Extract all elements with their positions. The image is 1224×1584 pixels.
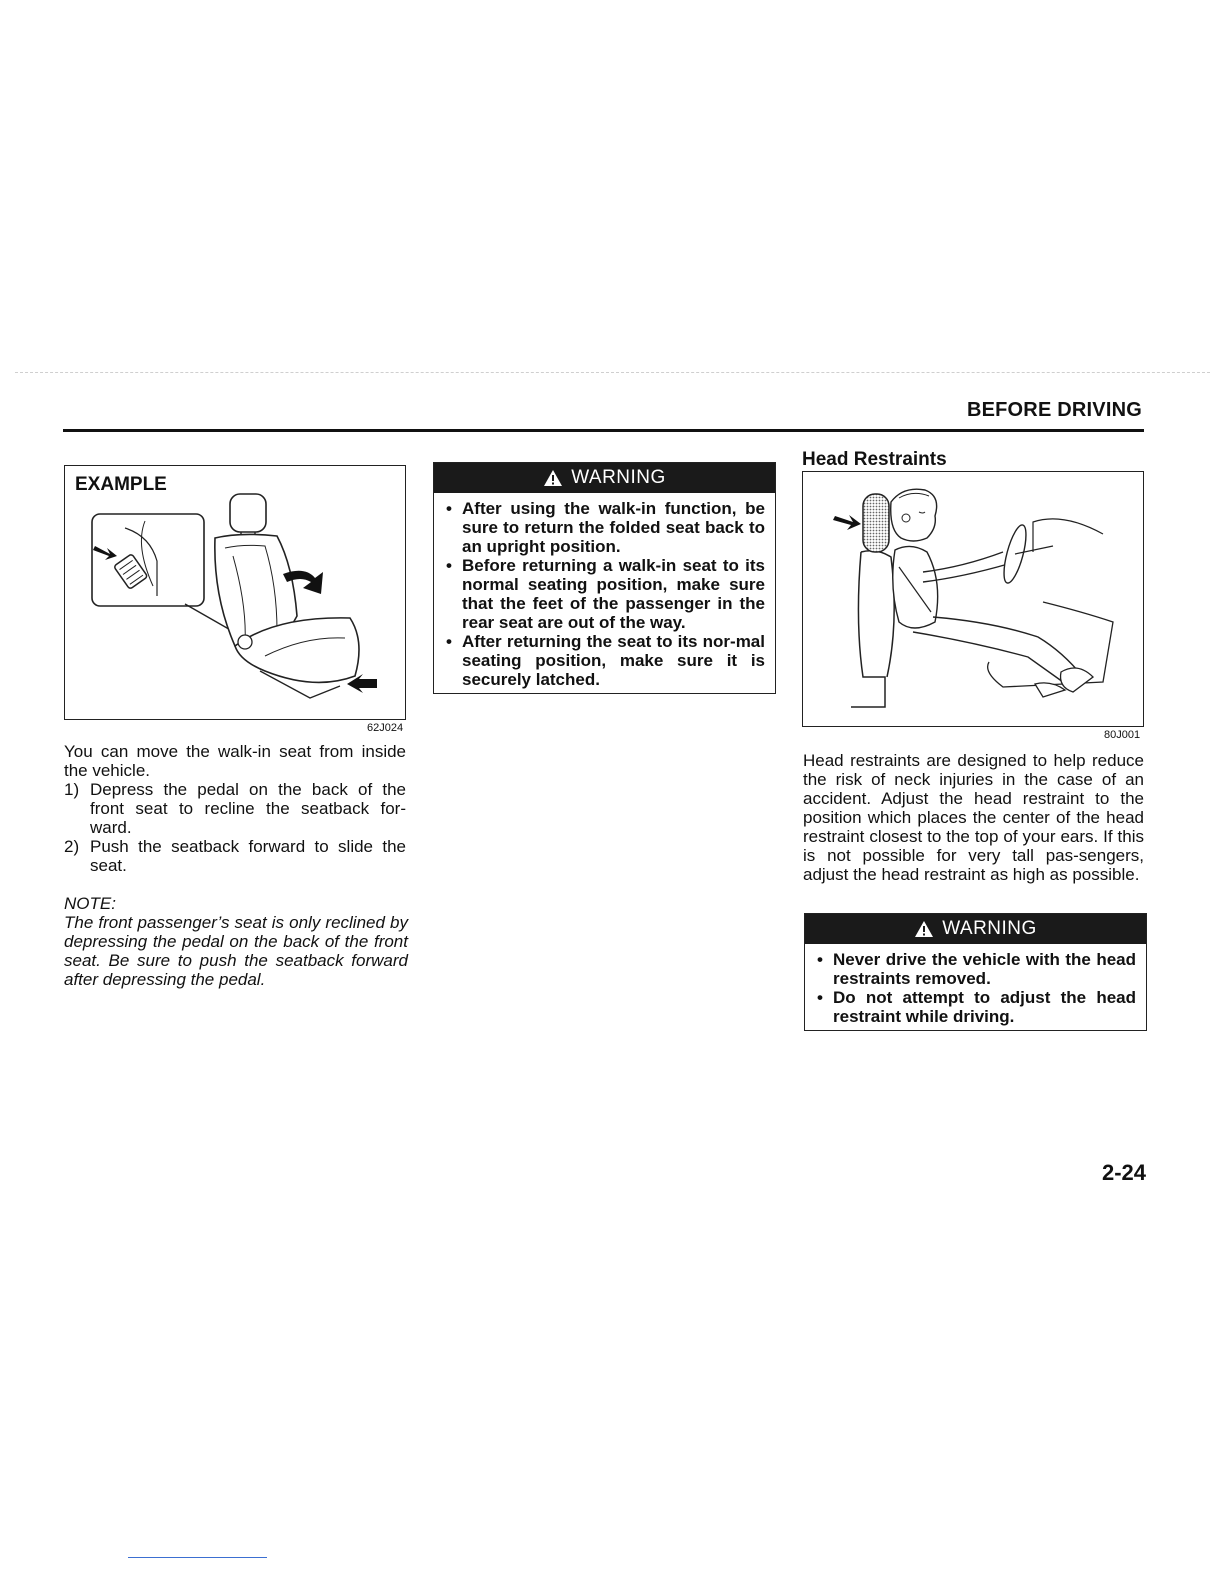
driver-head-restraint-illustration xyxy=(803,472,1143,726)
warning-item: • After using the walk-in function, be sure to return the folded seat back to an upright position. xyxy=(444,499,765,556)
scan-artifact-line xyxy=(128,1557,267,1558)
head-restraint-figure xyxy=(802,471,1144,727)
note-heading: NOTE: xyxy=(64,894,116,913)
warning-item: • Do not attempt to adjust the head restraint while driving. xyxy=(815,988,1136,1026)
step-item xyxy=(64,780,406,837)
warning-item: • Before returning a walk-in seat to its normal seating position, make sure that the feet of the passenger in the rear seat are out of the way. xyxy=(444,556,765,632)
warning-item: • After returning the seat to its nor-mal seating position, make sure it is securely latched. xyxy=(444,632,765,689)
figure-code: 62J024 xyxy=(367,722,404,734)
figure-code: 80J001 xyxy=(1104,729,1141,741)
head-restraints-paragraph: Head restraints are designed to help reduce the risk of neck injuries in the case of an accident. Adjust the head restraint to the position which places the center of the head restraint closest to the top of your ears. If this is not possible for very tall pas-sengers, adjust the head restraint as high as possible. xyxy=(803,751,1144,884)
intro-paragraph: You can move the walk-in seat from inside the vehicle. xyxy=(64,742,406,780)
warning-title: WARNING xyxy=(942,918,1037,939)
head-restraint-warning-box xyxy=(804,913,1147,1031)
scan-artifact-line xyxy=(15,372,1210,373)
warning-triangle-icon xyxy=(914,920,934,938)
warning-header xyxy=(434,463,775,493)
section-title: BEFORE DRIVING xyxy=(966,399,1142,421)
head-restraints-heading: Head Restraints xyxy=(802,449,947,470)
walk-in-seat-illustration xyxy=(65,466,405,719)
warning-list xyxy=(805,944,1146,1030)
warning-item: • Never drive the vehicle with the head restraints removed. xyxy=(815,950,1136,988)
page-number: 2-24 xyxy=(1101,1160,1146,1185)
warning-header xyxy=(805,914,1146,944)
header-rule xyxy=(63,429,1144,432)
step-number: 2) xyxy=(64,837,80,856)
warning-title: WARNING xyxy=(571,467,666,488)
step-item xyxy=(64,837,406,875)
example-label: EXAMPLE xyxy=(75,474,167,495)
step-text: Depress the pedal on the back of the front seat to recline the seatback for-ward. xyxy=(90,780,406,837)
note-text: The front passenger’s seat is only reclined by depressing the pedal on the back of the front seat. Be sure to push the seatback forward after depressing the pedal. xyxy=(64,913,408,989)
seat-figure xyxy=(64,465,406,720)
step-number: 1) xyxy=(64,780,80,799)
warning-list xyxy=(434,493,775,693)
walk-in-warning-box xyxy=(433,462,776,694)
warning-triangle-icon xyxy=(543,469,563,487)
step-text: Push the seatback forward to slide the seat. xyxy=(90,837,406,875)
